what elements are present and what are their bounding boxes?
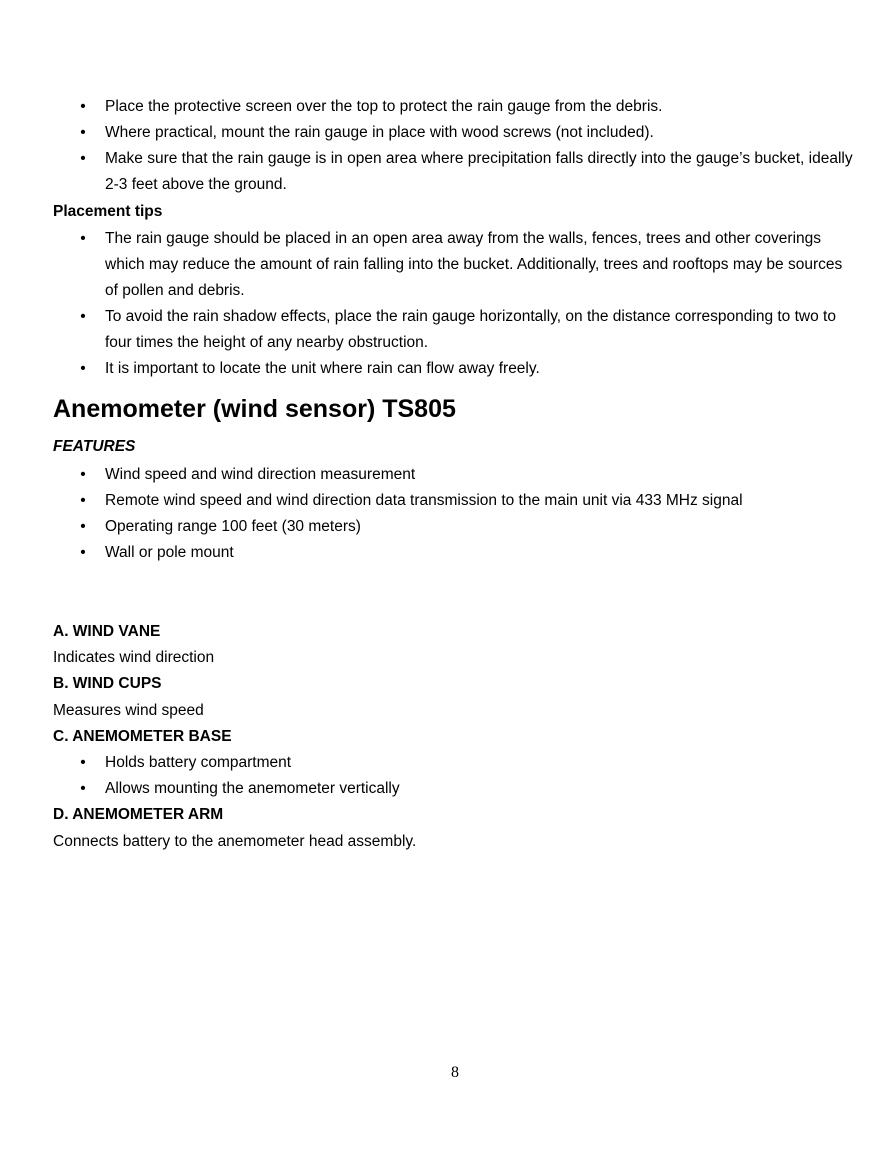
section-title: Anemometer (wind sensor) TS805 (53, 395, 456, 423)
list-item-text: The rain gauge should be placed in an open area away from the walls, fences, trees and other coverings which may reduce the amount of rain falling into the bucket. Additionally, trees and rooftops may be sources of pollen and debris. (105, 230, 843, 299)
bullet-icon: • (80, 544, 86, 561)
list-item-text: Make sure that the rain gauge is in open area where precipitation falls directly into the gauge’s bucket, ideally 2-3 feet above the ground. (105, 150, 853, 193)
list-item (0, 356, 892, 382)
list-item-text: Place the protective screen over the top to protect the rain gauge from the debris. (105, 98, 663, 115)
list-item-text: Holds battery compartment (105, 754, 292, 771)
list-item (0, 462, 892, 488)
wind-cups-description: Measures wind speed (53, 702, 204, 719)
list-item (0, 488, 892, 514)
list-item (0, 94, 892, 120)
bullet-icon: • (80, 150, 86, 167)
list-item-text: Remote wind speed and wind direction data transmission to the main unit via 433 MHz signal (105, 492, 743, 509)
bullet-icon: • (80, 518, 86, 535)
features-label: FEATURES (53, 438, 136, 455)
bullet-icon: • (80, 124, 86, 141)
list-item-text: Allows mounting the anemometer vertically (105, 780, 400, 797)
list-item-text: Wall or pole mount (105, 544, 234, 561)
bullet-icon: • (80, 466, 86, 483)
bullet-icon: • (80, 230, 86, 247)
list-item (0, 776, 892, 802)
bullet-icon: • (80, 98, 86, 115)
placement-tips-list (0, 226, 892, 382)
page-number: 8 (451, 1064, 459, 1081)
list-item (0, 514, 892, 540)
list-item (0, 304, 892, 356)
anemometer-arm-description: Connects battery to the anemometer head assembly. (53, 833, 417, 850)
bullet-icon: • (80, 308, 86, 325)
anemometer-arm-heading: D. ANEMOMETER ARM (53, 806, 224, 823)
bullet-icon: • (80, 360, 86, 377)
list-item (0, 120, 892, 146)
list-item (0, 540, 892, 566)
bullet-icon: • (80, 754, 86, 771)
list-item (0, 226, 892, 304)
anemometer-base-list (0, 750, 892, 802)
list-item-text: Wind speed and wind direction measurement (105, 466, 416, 483)
list-item-text: Where practical, mount the rain gauge in place with wood screws (not included). (105, 124, 654, 141)
installation-list (0, 94, 892, 198)
wind-cups-heading: B. WIND CUPS (53, 675, 162, 692)
list-item-text: It is important to locate the unit where rain can flow away freely. (105, 360, 540, 377)
bullet-icon: • (80, 780, 86, 797)
bullet-icon: • (80, 492, 86, 509)
features-list (0, 462, 892, 566)
list-item (0, 146, 892, 198)
wind-vane-heading: A. WIND VANE (53, 623, 161, 640)
wind-vane-description: Indicates wind direction (53, 649, 215, 666)
placement-tips-heading: Placement tips (53, 203, 163, 220)
list-item (0, 750, 892, 776)
list-item-text: Operating range 100 feet (30 meters) (105, 518, 361, 535)
list-item-text: To avoid the rain shadow effects, place the rain gauge horizontally, on the distance corresponding to two to four times the height of any nearby obstruction. (105, 308, 836, 351)
anemometer-base-heading: C. ANEMOMETER BASE (53, 728, 232, 745)
